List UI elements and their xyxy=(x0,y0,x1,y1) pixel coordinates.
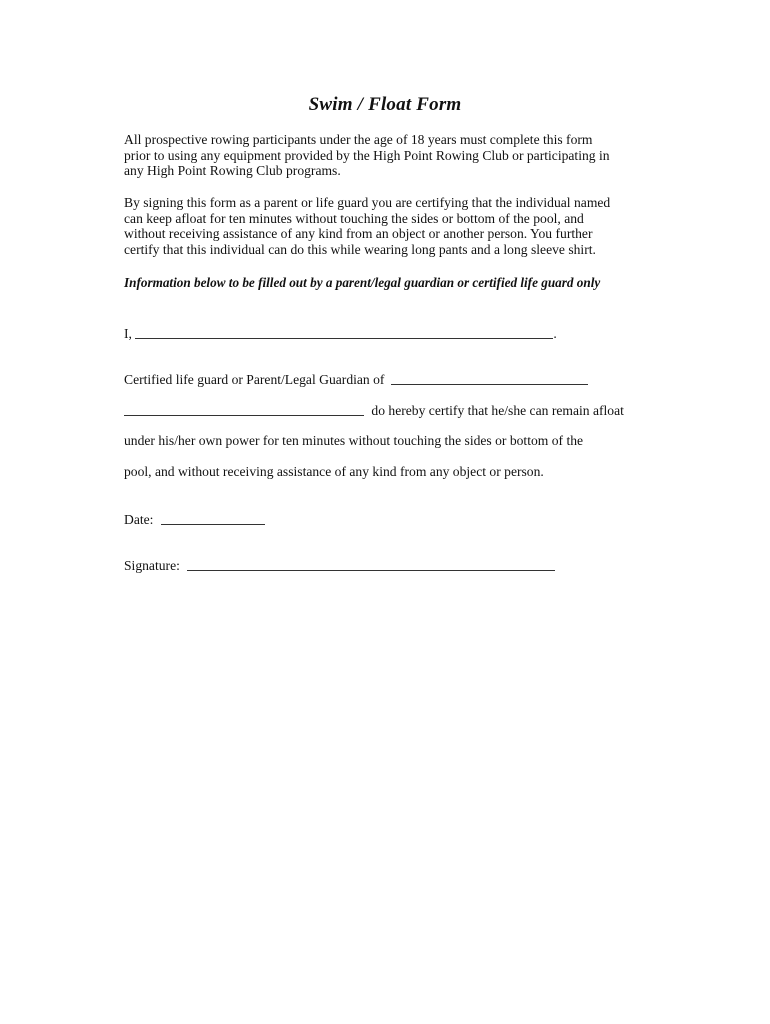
signature-label: Signature: xyxy=(124,558,180,573)
instruction-text: Information below to be filled out by a parent/legal guardian or certified life guard only xyxy=(124,275,601,290)
hereby-line xyxy=(124,402,624,419)
intro-line: any High Point Rowing Club programs. xyxy=(124,163,341,179)
intro-paragraph xyxy=(124,132,644,179)
date-blank-field[interactable] xyxy=(161,512,265,525)
certify-line: can keep afloat for ten minutes without touching the sides or bottom of the pool, and xyxy=(124,210,584,226)
hereby-text: do hereby certify that he/she can remain afloat xyxy=(371,403,624,418)
certify-line: without receiving assistance of any kind from an object or another person. You further xyxy=(124,226,593,242)
name-line xyxy=(124,325,557,342)
certify-paragraph xyxy=(124,195,644,257)
intro-line: prior to using any equipment provided by the High Point Rowing Club or participating in xyxy=(124,147,610,163)
certify-line: certify that this individual can do this while wearing long pants and a long sleeve shirt. xyxy=(124,241,596,257)
guardian-of-blank-field[interactable] xyxy=(391,372,588,385)
date-line xyxy=(124,511,265,528)
signature-blank-field[interactable] xyxy=(187,558,555,571)
name-blank-field[interactable] xyxy=(135,326,553,339)
certified-line xyxy=(124,371,588,388)
certify-line: By signing this form as a parent or life guard you are certifying that the individual named xyxy=(124,195,611,210)
name-suffix: . xyxy=(553,326,557,341)
under-line: under his/her own power for ten minutes without touching the sides or bottom of the xyxy=(124,433,584,448)
intro-line: All prospective rowing participants under the age of 18 years must complete this form xyxy=(124,132,593,147)
certified-label: Certified life guard or Parent/Legal Guardian of xyxy=(124,372,385,387)
name-prefix: I, xyxy=(124,326,132,341)
form-title: Swim / Float Form xyxy=(308,94,462,115)
individual-name-blank-field[interactable] xyxy=(124,403,364,416)
date-label: Date: xyxy=(124,512,154,527)
signature-line xyxy=(124,557,555,574)
pool-line: pool, and without receiving assistance of any kind from any object or person. xyxy=(124,464,544,479)
